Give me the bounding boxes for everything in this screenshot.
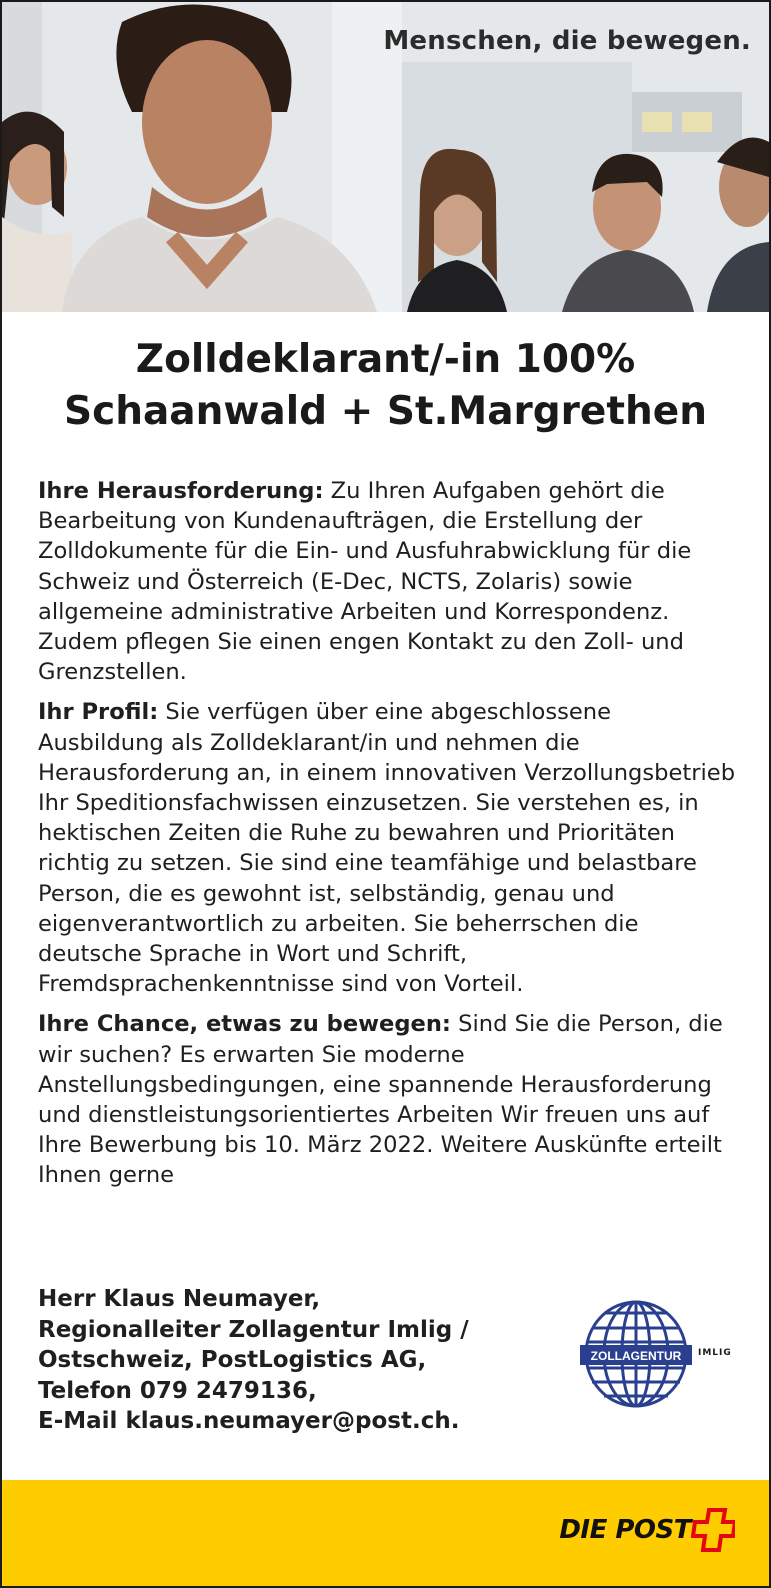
die-post-text: DIE POST xyxy=(559,1515,691,1545)
section-chance xyxy=(38,1009,738,1190)
section-profile-text: Sie verfügen über eine abgeschlossene Ausbildung als Zolldeklarant/in und nehmen die Herausforderung an, in einem innovativen Verzollungsbetrieb Ihr Speditionsfachwissen einzusetzen. Sie verstehen es, in hektischen Zeiten die Ruhe zu bewahren und Prioritäten richtig zu setzen. Sie sind eine teamfähige und belastbare Person, die es gewohnt ist, selbständig, genau und eigenverantwortlich zu arbeiten. Sie beherrschen die deutsche Sprache in Wort und Schrift, Fremdsprachenkenntnisse sind von Vorteil. xyxy=(38,699,736,998)
job-title xyxy=(2,334,769,438)
contact-phone: Telefon 079 2479136, xyxy=(38,1377,317,1404)
die-post-logo xyxy=(559,1506,735,1554)
job-title-line-2: Schaanwald + St.Margrethen xyxy=(64,389,707,434)
section-chance-label: Ihre Chance, etwas zu bewegen: xyxy=(38,1011,451,1038)
section-profile-label: Ihr Profil: xyxy=(38,699,159,726)
contact-company: Ostschweiz, PostLogistics AG, xyxy=(38,1347,427,1373)
imlig-text: IMLIG xyxy=(698,1348,732,1358)
section-challenge-text: Zu Ihren Aufgaben gehört die Bearbeitung von Kundenaufträgen, die Erstellung der Zolldokumente für die Ein- und Ausfuhrabwicklung für die Schweiz und Österreich (E-Dec, NCTS, Zolaris) sowie allgemeine administrative Arbeiten und Korrespondenz. Zudem pflegen Sie einen engen Kontakt zu den Zoll- und Grenzstellen. xyxy=(38,478,692,686)
contact-role: Regionalleiter Zollagentur Imlig / xyxy=(38,1316,469,1343)
zollagentur-text: ZOLLAGENTUR xyxy=(590,1349,682,1363)
contact-email[interactable]: E-Mail klaus.neumayer@post.ch. xyxy=(38,1408,460,1434)
footer-bar xyxy=(2,1480,769,1586)
job-title-line-1: Zolldeklarant/-in 100% xyxy=(135,337,636,382)
section-profile xyxy=(38,697,738,999)
swiss-cross-icon xyxy=(691,1506,735,1554)
contact-block xyxy=(38,1284,578,1437)
contact-name: Herr Klaus Neumayer, xyxy=(38,1286,321,1312)
header-tagline: Menschen, die bewegen. xyxy=(383,26,751,56)
job-description xyxy=(38,476,738,1201)
section-chance-text: Sind Sie die Person, die wir suchen? Es erwarten Sie moderne Anstellungsbedingungen, eine spannende Herausforderung und dienstleistungsorientiertes Arbeiten Wir freuen uns auf Ihre Bewerbung bis 10. März 2022. Weitere Auskünfte erteilt Ihnen gerne xyxy=(38,1011,723,1189)
section-challenge-label: Ihre Herausforderung: xyxy=(38,478,324,504)
header-photo xyxy=(2,2,769,312)
section-challenge xyxy=(38,476,738,687)
